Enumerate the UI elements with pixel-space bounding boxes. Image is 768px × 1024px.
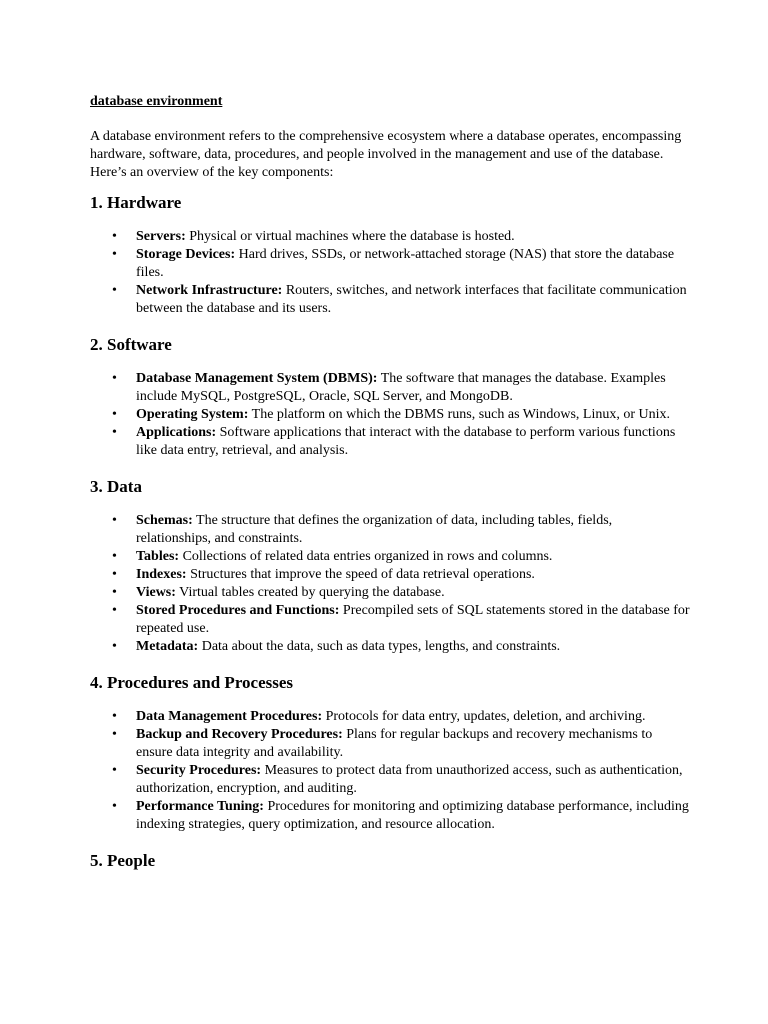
item-term: Servers: <box>136 229 186 244</box>
item-term: Performance Tuning: <box>136 799 264 814</box>
section-heading: 4. Procedures and Processes <box>90 673 294 692</box>
bullet-icon: • <box>112 407 117 422</box>
list-item <box>90 566 690 584</box>
bullet-icon: • <box>112 283 117 298</box>
bullet-icon: • <box>112 513 117 528</box>
item-term: Security Procedures: <box>136 763 262 778</box>
document-title: database environment <box>90 94 223 109</box>
item-description: Protocols for data entry, updates, deletion, and archiving. <box>322 709 646 724</box>
list-item <box>90 638 690 656</box>
section-list <box>90 228 690 318</box>
item-term: Metadata: <box>136 639 199 654</box>
section-list <box>90 512 690 656</box>
item-description: Software applications that interact with the database to perform various functions like data entry, retrieval, and analysis. <box>136 425 676 458</box>
item-description: Virtual tables created by querying the database. <box>175 585 445 600</box>
item-description: The software that manages the database. Examples include MySQL, PostgreSQL, Oracle, SQL Server, and MongoDB. <box>136 371 666 404</box>
item-term: Operating System: <box>136 407 249 422</box>
list-item <box>90 798 690 834</box>
list-item <box>90 584 690 602</box>
list-item <box>90 602 690 638</box>
intro-paragraph: A database environment refers to the comprehensive ecosystem where a database operates, encompassing hardware, software, data, procedures, and people involved in the management and use of the database. Here’s an overview of the key components: <box>90 129 682 180</box>
bullet-icon: • <box>112 549 117 564</box>
list-item <box>90 246 690 282</box>
list-item <box>90 512 690 548</box>
list-item <box>90 424 690 460</box>
item-term: Database Management System (DBMS): <box>136 371 378 386</box>
bullet-icon: • <box>112 799 117 814</box>
bullet-icon: • <box>112 639 117 654</box>
bullet-icon: • <box>112 567 117 582</box>
section-list <box>90 708 690 834</box>
bullet-icon: • <box>112 247 117 262</box>
item-term: Indexes: <box>136 567 187 582</box>
item-term: Schemas: <box>136 513 193 528</box>
item-description: Measures to protect data from unauthorized access, such as authentication, authorization, encryption, and auditing. <box>136 763 683 796</box>
item-description: Precompiled sets of SQL statements stored in the database for repeated use. <box>136 603 690 636</box>
item-description: Collections of related data entries organized in rows and columns. <box>179 549 553 564</box>
item-term: Backup and Recovery Procedures: <box>136 727 343 742</box>
list-item <box>90 406 690 424</box>
list-item <box>90 282 690 318</box>
bullet-icon: • <box>112 371 117 386</box>
sections-container <box>90 192 690 872</box>
item-term: Data Management Procedures: <box>136 709 323 724</box>
document-page <box>90 93 690 886</box>
list-item <box>90 708 690 726</box>
section-heading: 3. Data <box>90 477 142 496</box>
item-description: Physical or virtual machines where the database is hosted. <box>185 229 515 244</box>
bullet-icon: • <box>112 727 117 742</box>
item-term: Tables: <box>136 549 180 564</box>
section-heading: 1. Hardware <box>90 193 182 212</box>
item-description: Hard drives, SSDs, or network-attached storage (NAS) that store the database files. <box>136 247 675 280</box>
bullet-icon: • <box>112 425 117 440</box>
list-item <box>90 370 690 406</box>
bullet-icon: • <box>112 603 117 618</box>
item-term: Applications: <box>136 425 217 440</box>
item-description: Procedures for monitoring and optimizing database performance, including indexing strategies, query optimization, and resource allocation. <box>136 799 689 832</box>
bullet-icon: • <box>112 763 117 778</box>
item-description: Routers, switches, and network interfaces that facilitate communication between the database and its users. <box>136 283 687 316</box>
section-heading: 2. Software <box>90 335 172 354</box>
item-term: Stored Procedures and Functions: <box>136 603 340 618</box>
list-item <box>90 726 690 762</box>
item-description: The structure that defines the organization of data, including tables, fields, relationships, and constraints. <box>136 513 613 546</box>
item-description: The platform on which the DBMS runs, such as Windows, Linux, or Unix. <box>248 407 670 422</box>
item-description: Data about the data, such as data types, lengths, and constraints. <box>198 639 561 654</box>
item-description: Plans for regular backups and recovery mechanisms to ensure data integrity and availability. <box>136 727 653 760</box>
bullet-icon: • <box>112 709 117 724</box>
item-term: Storage Devices: <box>136 247 236 262</box>
list-item <box>90 548 690 566</box>
item-term: Network Infrastructure: <box>136 283 283 298</box>
bullet-icon: • <box>112 229 117 244</box>
list-item <box>90 228 690 246</box>
section-heading: 5. People <box>90 851 156 870</box>
list-item <box>90 762 690 798</box>
item-description: Structures that improve the speed of data retrieval operations. <box>186 567 535 582</box>
section-list <box>90 370 690 460</box>
bullet-icon: • <box>112 585 117 600</box>
item-term: Views: <box>136 585 176 600</box>
